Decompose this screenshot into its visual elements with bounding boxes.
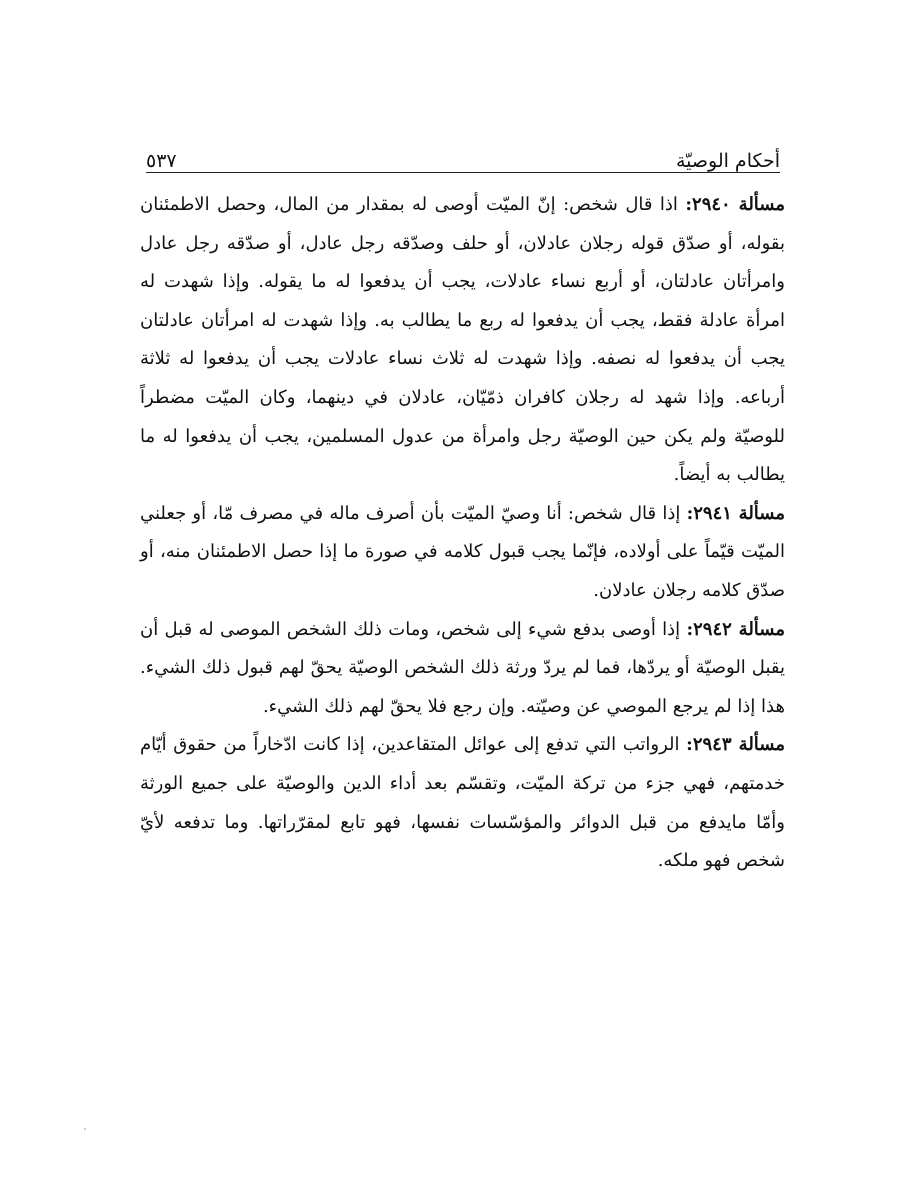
masala-text: اذا قال شخص: إنّ الميّت أوصى له بمقدار من المال، وحصل الاطمئنان بقوله، أو صدّق قوله رجلان عادلان، أو حلف وصدّقه رجل عادل، أو صدّقه رجل عادل وامرأتان عادلتان، أو أربع نساء عادلات، يجب أن يدفعوا له ما يقوله. وإذا شهدت له امرأة عادلة فقط، يجب أن يدفعوا له ربع ما يطالب به. وإذا شهدت له امرأتان عادلتان يجب أن يدفعوا له نصفه. وإذا شهدت له ثلاث نساء عادلات يجب أن يدفعوا له ثلاثة أرباعه. وإذا شهد له رجلان كافران ذمّيّان، عادلان في دينهما، وكان الميّت مضطراً للوصيّة ولم يكن حين الوصيّة رجل وامرأة من عدول المسلمين، يجب أن يدفعوا له ما يطالب به أيضاً. [140,194,785,486]
scan-speck [84,1128,86,1130]
masala-2943 [140,726,785,880]
page-number: ٥٣٧ [146,150,177,172]
masala-label: مسألة ٢٩٤٢: [686,618,785,640]
running-head [146,138,780,172]
header-rule [146,172,780,173]
masala-text: إذا أوصى بدفع شيء إلى شخص، ومات ذلك الشخص الموصى له قبل أن يقبل الوصيّة أو يردّها، فما لم يردّ ورثة ذلك الشخص الوصيّة يحقّ لهم قبول ذلك الشيء. هذا إذا لم يرجع الموصي عن وصيّته. وإن رجع فلا يحقّ لهم ذلك الشيء. [140,618,785,717]
chapter-title: أحكام الوصيّة [675,150,780,172]
page-body [140,186,785,881]
masala-text: الرواتب التي تدفع إلى عوائل المتقاعدين، إذا كانت ادّخاراً من حقوق أيّام خدمتهم، فهي جزء من تركة الميّت، وتقسّم بعد أداء الدين والوصيّة على جميع الورثة وأمّا مايدفع من قبل الدوائر والمؤسّسات نفسها، فهو تابع لمقرّراتها. وما تدفعه لأيّ شخص فهو ملكه. [140,734,785,872]
masala-label: مسألة ٢٩٤٣: [686,734,785,756]
masala-2940 [140,186,785,495]
masala-label: مسألة ٢٩٤٠: [685,194,785,215]
masala-label: مسألة ٢٩٤١: [686,502,785,524]
masala-2941 [140,495,785,611]
masala-2942 [140,611,785,727]
masala-text: إذا قال شخص: أنا وصيّ الميّت بأن أصرف ماله في مصرف مّا، أو جعلني الميّت قيّماً على أولاده، فإنّما يجب قبول كلامه في صورة ما إذا حصل الاطمئنان منه، أو صدّق كلامه رجلان عادلان. [140,502,785,601]
